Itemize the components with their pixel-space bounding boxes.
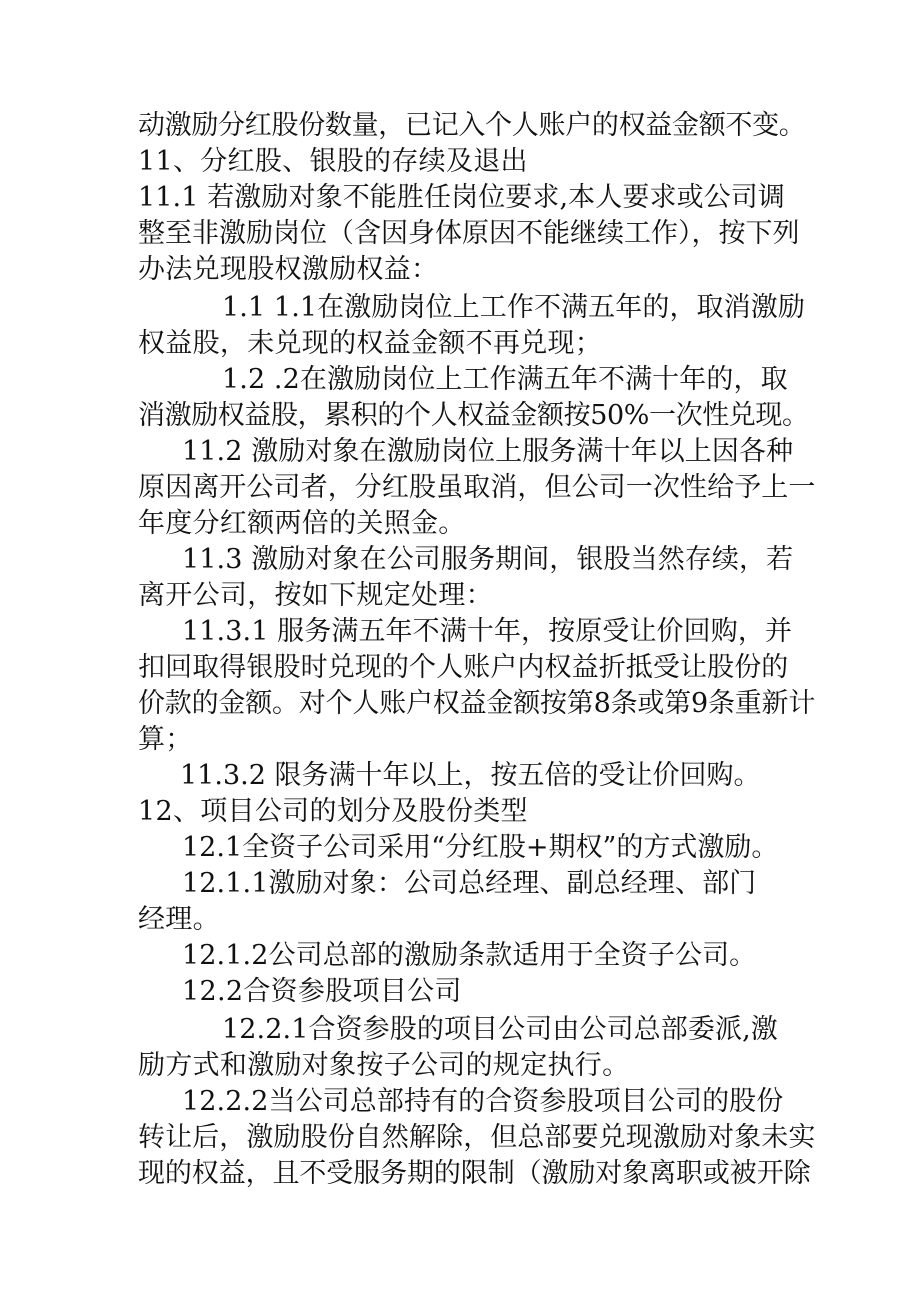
- text-line: 12.2.2当公司总部持有的合资参股项目公司的股份: [182, 1086, 784, 1117]
- text-line: 原因离开公司者，分红股虽取消，但公司一次性给予上一: [138, 472, 816, 503]
- text-line: 动激励分红股份数量，已记入个人账户的权益金额不变。: [138, 110, 806, 141]
- text-line: 12.1.1激励对象：公司总经理、副总经理、部门: [182, 868, 757, 899]
- text-line: 算；: [138, 724, 193, 755]
- text-line: 离开公司，按如下规定处理：: [138, 580, 493, 611]
- text-line: 12.2合资参股项目公司: [182, 976, 462, 1007]
- text-line: 价款的金额。对个人账户权益金额按第8条或第9条重新计: [138, 688, 816, 719]
- text-line: 励方式和激励对象按子公司的规定执行。: [138, 1050, 630, 1081]
- text-line: 11.1 若激励对象不能胜任岗位要求,本人要求或公司调: [138, 182, 785, 213]
- text-line: 1.1 1.1在激励岗位上工作不满五年的，取消激励: [222, 292, 805, 323]
- text-line: 12.2.1合资参股的项目公司由公司总部委派,激: [222, 1014, 778, 1045]
- section-heading-11: 11、分红股、银股的存续及退出: [138, 146, 528, 177]
- text-line: 整至非激励岗位（含因身体原因不能继续工作），按下列: [138, 218, 800, 249]
- text-line: 办法兑现股权激励权益：: [138, 254, 439, 285]
- text-line: 现的权益，且不受服务期的限制（激励对象离职或被开除: [138, 1158, 811, 1189]
- text-line: 扣回取得银股时兑现的个人账户内权益折抵受让股份的: [138, 652, 789, 683]
- text-line: 11.3.1 服务满五年不满十年，按原受让价回购，并: [182, 616, 793, 647]
- text-line: 转让后，激励股份自然解除，但总部要兑现激励对象未实: [138, 1122, 816, 1153]
- text-line: 权益股，未兑现的权益金额不再兑现；: [138, 328, 603, 359]
- section-heading-12: 12、项目公司的划分及股份类型: [138, 796, 528, 827]
- text-line: 12.1全资子公司采用“分红股+期权”的方式激励。: [182, 832, 779, 863]
- text-line: 12.1.2公司总部的激励条款适用于全资子公司。: [182, 940, 757, 971]
- text-line: 11.2 激励对象在激励岗位上服务满十年以上因各种: [182, 436, 794, 467]
- text-line: 11.3.2 限务满十年以上，按五倍的受让价回购。: [180, 760, 761, 791]
- text-line: 经理。: [138, 904, 220, 935]
- text-line: 1.2 .2在激励岗位上工作满五年不满十年的，取: [222, 364, 788, 395]
- text-line: 年度分红额两倍的关照金。: [138, 508, 466, 539]
- text-line: 消激励权益股，累积的个人权益金额按50%一次性兑现。: [138, 400, 809, 431]
- text-line: 11.3 激励对象在公司服务期间，银股当然存续，若: [182, 544, 794, 575]
